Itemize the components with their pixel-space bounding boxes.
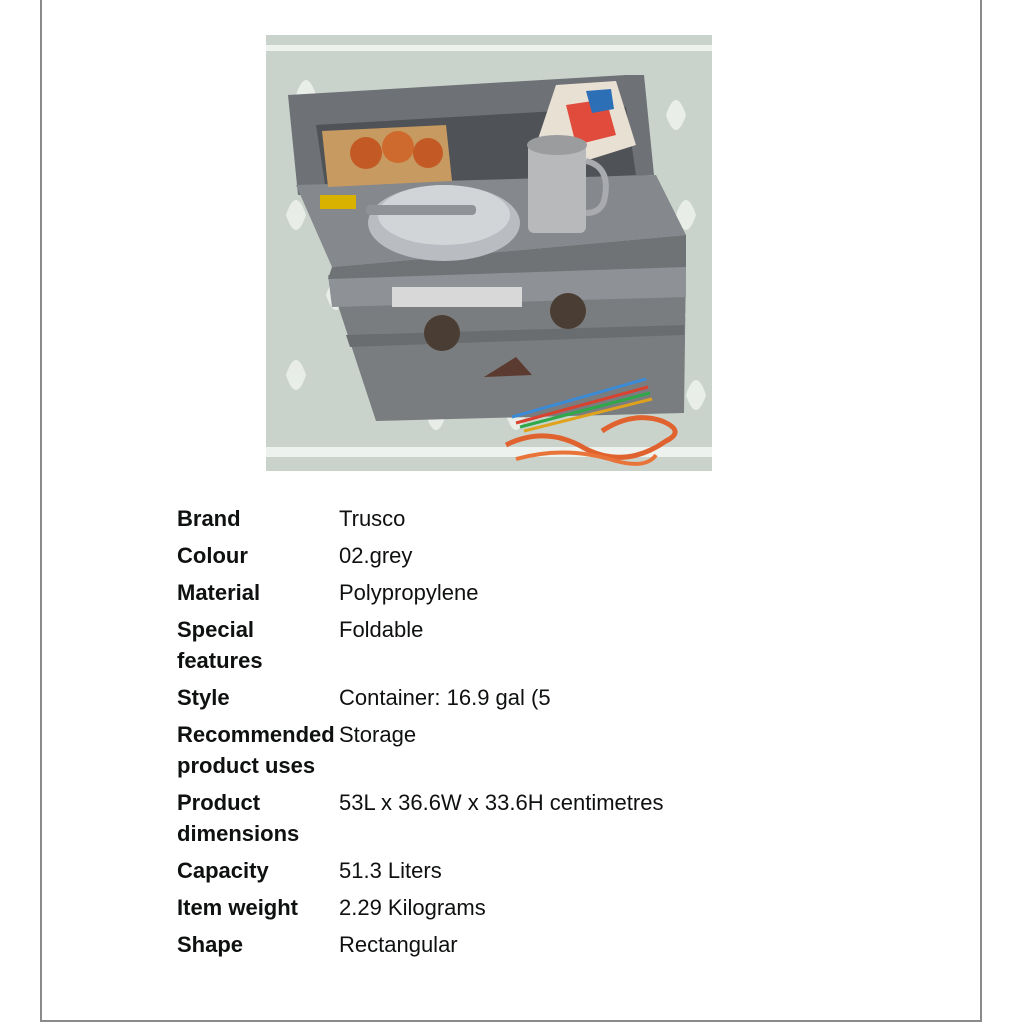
spec-label: Product dimensions <box>177 790 300 846</box>
table-row <box>177 682 737 719</box>
table-row <box>177 892 737 929</box>
product-image[interactable] <box>266 35 712 471</box>
spec-value: 2.29 Kilograms <box>339 895 486 920</box>
spec-label: Special features <box>177 617 263 673</box>
storage-container-photo-icon <box>266 35 712 471</box>
spec-label: Recommended product uses <box>177 722 335 778</box>
spec-value: Polypropylene <box>339 580 479 605</box>
spec-label: Item weight <box>177 895 299 920</box>
table-row <box>177 614 737 682</box>
table-row <box>177 855 737 892</box>
spec-label: Style <box>177 685 230 710</box>
spec-label: Brand <box>177 506 241 531</box>
spec-label: Shape <box>177 932 244 957</box>
spec-value: Foldable <box>339 617 424 642</box>
spec-value: Trusco <box>339 506 406 531</box>
table-row <box>177 719 737 787</box>
spec-value: 02.grey <box>339 543 413 568</box>
spec-value: Container: 16.9 gal (5 <box>339 685 551 710</box>
spec-value: 53L x 36.6W x 33.6H centimetres <box>339 790 664 815</box>
table-row <box>177 540 737 577</box>
table-row <box>177 929 737 966</box>
spec-value: Rectangular <box>339 932 458 957</box>
table-row <box>177 503 737 540</box>
spec-label: Material <box>177 580 261 605</box>
spec-label: Colour <box>177 543 248 568</box>
table-row <box>177 577 737 614</box>
spec-value: Storage <box>339 722 417 747</box>
spec-value: 51.3 Liters <box>339 858 442 883</box>
table-row <box>177 787 737 855</box>
product-specs-table <box>177 503 737 966</box>
spec-label: Capacity <box>177 858 269 883</box>
